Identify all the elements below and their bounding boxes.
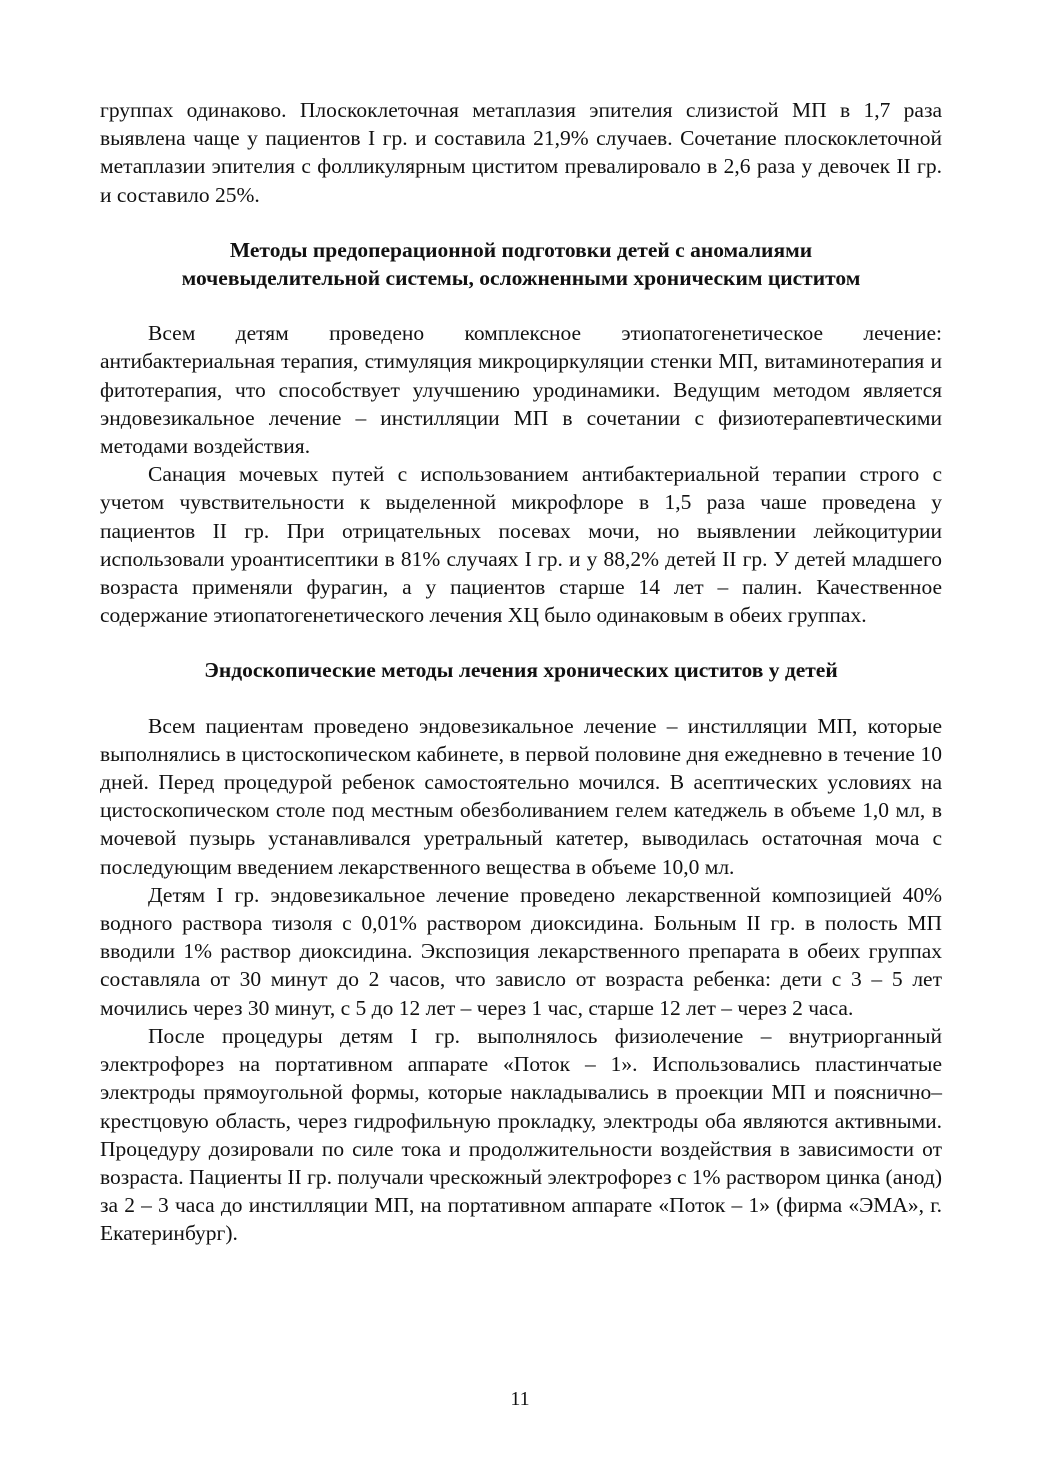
paragraph-instillation-procedure: Всем пациентам проведено эндовезикальное лечение – инстилляции МП, которые выполнялись в цистоскопическом кабинете, в первой половине дня ежедневно в течение 10 дней. Перед процедурой ребенок самостоятельно мочился. В асептических условиях на цистоскопическом столе под местным обезболиванием гелем катеджель в объеме 1,0 мл, в мочевой пузырь устанавливался уретральный катетер, выводилась остаточная моча с последующим введением лекарственного вещества в объеме 10,0 мл. bbox=[100, 713, 942, 879]
paragraph-drug-composition: Детям I гр. эндовезикальное лечение проведено лекарственной композицией 40% водного раствора тизоля с 0,01% раствором диоксидина. Больным II гр. в полость МП вводили 1% раствор диоксидина. Экспозиция лекарственного препарата в обеих группах составляла от 30 минут до 2 часов, что зависло от возраста ребенка: дети с 3 – 5 лет мочились через 30 минут, с 5 до 12 лет – через 1 час, старше 12 лет – через 2 часа. bbox=[100, 882, 942, 1020]
section-heading-preoperative-line1: Методы предоперационной подготовки детей с аномалиями bbox=[229, 237, 813, 262]
document-page bbox=[100, 96, 942, 1248]
section-heading-preoperative bbox=[100, 236, 942, 292]
paragraph-physiotherapy: После процедуры детям I гр. выполнялось физиолечение – внутриорганный электрофорез на портативном аппарате «Поток – 1». Использовались пластинчатые электроды прямоугольной формы, которые накладывались в проекции МП и пояснично–крестцовую область, через гидрофильную прокладку, электроды оба являются активными. Процедуру дозировали по силе тока и продолжительности воздействия в зависимости от возраста. Пациенты II гр. получали чрескожный электрофорез с 1% раствором цинка (анод) за 2 – 3 часа до инстилляции МП, на портативном аппарате «Поток – 1» (фирма «ЭМА», г. Екатеринбург). bbox=[100, 1023, 942, 1246]
section-heading-preoperative-line2: мочевыделительной системы, осложненными хроническим циститом bbox=[181, 266, 861, 291]
paragraph-treatment-overview: Всем детям проведено комплексное этиопатогенетическое лечение: антибактериальная терапия, стимуляция микроциркуляции стенки МП, витаминотерапия и фитотерапия, что способствует улучшению уродинамики. Ведущим методом является эндовезикальное лечение – инстилляции МП в сочетании с физиотерапевтическими методами воздействия. bbox=[100, 321, 942, 459]
page-number: 11 bbox=[510, 1388, 530, 1410]
section-heading-endoscopic: Эндоскопические методы лечения хронических циститов у детей bbox=[204, 658, 838, 683]
paragraph-intro-continuation: группах одинаково. Плоскоклеточная метаплазия эпителия слизистой МП в 1,7 раза выявлена чаще у пациентов I гр. и составила 21,9% случаев. Сочетание плоскоклеточной метаплазии эпителия с фолликулярным циститом превалировало в 2,6 раза у девочек II гр. и составило 25%. bbox=[100, 98, 942, 207]
paragraph-urinary-sanitation: Санация мочевых путей с использованием антибактериальной терапии строго с учетом чувствительности к выделенной микрофлоре в 1,5 раза чаше проведена у пациентов II гр. При отрицательных посевах мочи, но выявлении лейкоцитурии использовали уроантисептики в 81% случаях I гр. и у 88,2% детей II гр. У детей младшего возраста применяли фурагин, а у пациентов старше 14 лет – палин. Качественное содержание этиопатогенетического лечения ХЦ было одинаковым в обеих группах. bbox=[100, 462, 942, 628]
